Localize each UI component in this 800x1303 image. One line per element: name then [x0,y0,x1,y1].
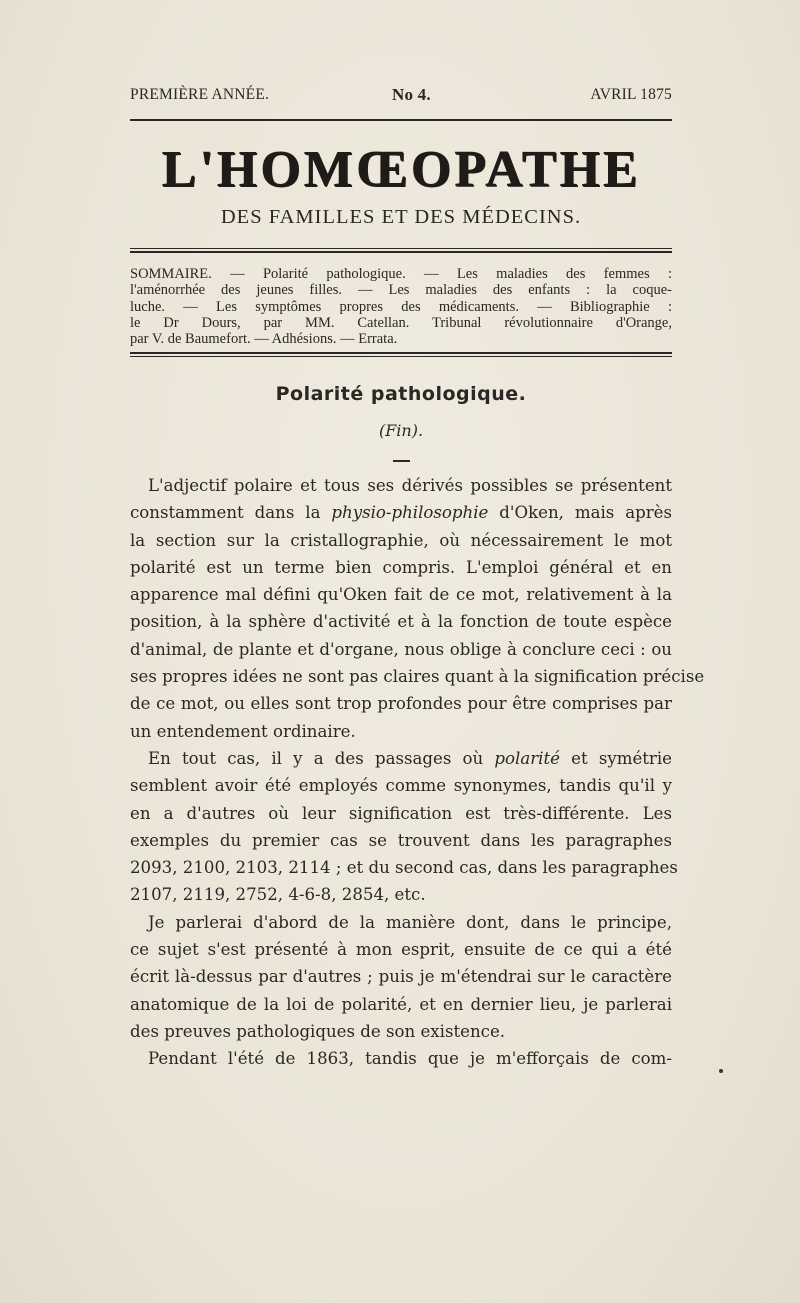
body-line: En tout cas, il y a des passages où polarité et symétrie [148,748,672,768]
summary-rule-thick [130,352,672,354]
body-line: L'adjectif polaire et tous ses dérivés possibles se présentent [148,476,672,495]
body-line: en a d'autres où leur signification est très-différente. Les [130,803,672,823]
summary-line: par V. de Baumefort. — Adhésions. — Errata. [130,331,398,348]
body-line: Je parlerai d'abord de la manière dont, dans le principe, [148,912,672,932]
journal-title: L'HOMŒOPATHE [161,141,641,198]
body-line: position, à la sphère d'activité et à la fonction de toute espèce [130,612,672,632]
body-line: constamment dans la physio-philosophie d'Oken, mais après [130,503,672,523]
summary-rule-thin [130,356,672,357]
header-date: AVRIL 1875 [590,86,672,103]
header-issue-number: No 4. [392,85,431,104]
body-line: Pendant l'été de 1863, tandis que je m'efforçais de com- [148,1049,672,1069]
body-line: apparence mal défini qu'Oken fait de ce mot, relativement à la [130,585,672,605]
body-line: 2107, 2119, 2752, 4-6-8, 2854, etc. [130,885,426,905]
summary-line: l'aménorrhée des jeunes filles. — Les maladies des enfants : la coque- [130,282,672,299]
header-rule [130,119,672,121]
body-line: des preuves pathologiques de son existence. [130,1021,506,1041]
section-dash [393,460,410,462]
ink-speck [719,1069,723,1073]
body-line: ses propres idées ne sont pas claires quant à la signification précise [130,667,705,687]
running-header [130,86,672,106]
summary-line: SOMMAIRE. — Polarité pathologique. — Les maladies des femmes : [130,266,672,282]
body-line: semblent avoir été employés comme synonymes, tandis qu'il y [130,776,672,796]
masthead-rule-thin [130,248,672,249]
body-line: anatomique de la loi de polarité, et en dernier lieu, je parlerai [130,994,672,1014]
body-line: 2093, 2100, 2103, 2114 ; et du second cas, dans les paragraphes [130,858,678,878]
summary-line: luche. — Les symptômes propres des médicaments. — Bibliographie : [130,298,672,315]
summary-block [130,266,672,347]
article-title: Polarité pathologique. [275,383,527,405]
journal-subtitle: DES FAMILLES ET DES MÉDECINS. [220,206,582,228]
header-year: PREMIÈRE ANNÉE. [130,86,270,103]
body-line: exemples du premier cas se trouvent dans les paragraphes [130,830,672,850]
article-body [130,472,705,1073]
article-subtitle: (Fin). [378,421,424,440]
body-line: de ce mot, ou elles sont trop profondes pour être comprises par [130,694,672,714]
body-line: d'animal, de plante et d'organe, nous oblige à conclure ceci : ou [130,639,672,659]
body-line: ce sujet s'est présenté à mon esprit, ensuite de ce qui a été [130,940,672,960]
body-line: écrit là-dessus par d'autres ; puis je m'étendrai sur le caractère [130,967,672,987]
summary-line: le Dr Dours, par MM. Catellan. Tribunal révolutionnaire d'Orange, [130,314,672,331]
body-line: polarité est un terme bien compris. L'emploi général et en [130,557,672,577]
body-line: un entendement ordinaire. [130,721,356,741]
body-line: la section sur la cristallographie, où nécessairement le mot [130,530,672,550]
masthead-rule-thick [130,251,672,253]
